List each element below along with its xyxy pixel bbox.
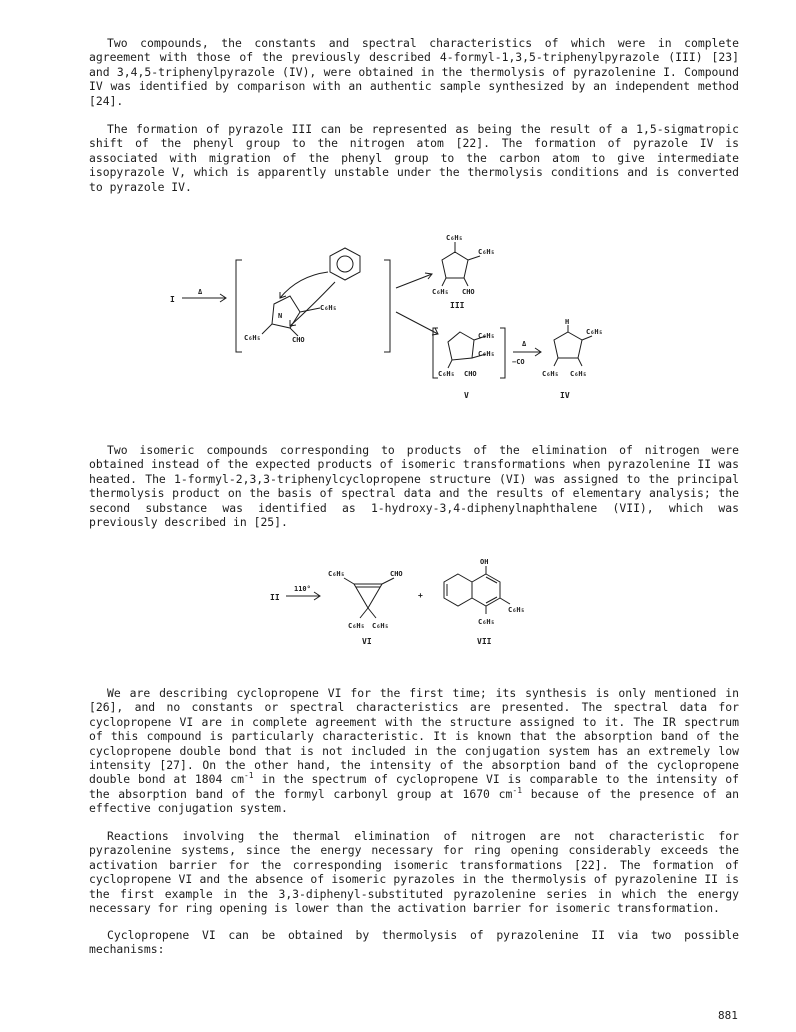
hydroxy-label: OH [480, 558, 489, 566]
scheme-pyrazolenine-I [170, 228, 603, 410]
phenyl-label: C₆H₅ [432, 288, 449, 296]
temperature-label: 110° [294, 585, 311, 593]
phenyl-label: C₆H₅ [372, 622, 389, 630]
formyl-label: CHO [390, 570, 403, 578]
phenyl-label: C₆H₅ [348, 622, 365, 630]
compound-label-III: III [450, 301, 465, 310]
phenyl-label: C₆H₅ [438, 370, 455, 378]
phenyl-label: C₆H₅ [478, 350, 495, 358]
compound-label-VII: VII [477, 637, 492, 646]
formyl-label: CHO [464, 370, 477, 378]
migration-arrow-1 [280, 272, 328, 298]
decarbonylation-label: −CO [512, 358, 525, 366]
paragraph-4-part-2: in the spectrum of cyclopropene VI is comparable to the intensity of the absorption band of the formyl carbonyl group at 1670 cm [89, 772, 740, 801]
heat-symbol: Δ [198, 288, 203, 296]
phenyl-label: C₆H₅ [478, 332, 495, 340]
compound-label-I: I [170, 295, 175, 304]
paragraph-6: Cyclopropene VI can be obtained by thermolysis of pyrazolenine II via two possible mechanisms: [89, 928, 739, 957]
compound-label-II: II [270, 593, 280, 602]
isopyrazole-V-ring [448, 332, 474, 360]
pyrazole-IV-ring [554, 332, 582, 358]
cyclopropene-ring [354, 584, 382, 608]
phenyl-ring [330, 248, 360, 280]
arrow-to-III [396, 274, 432, 288]
plus-sign: + [418, 591, 423, 600]
phenyl-label: C₆H₅ [542, 370, 559, 378]
paragraph-4 [89, 686, 739, 816]
phenyl-label: C₆H₅ [478, 618, 495, 626]
phenyl-label: C₆H₅ [328, 570, 345, 578]
nitrogen-label: N [278, 312, 283, 320]
compound-label-IV: IV [560, 391, 570, 400]
phenyl-label: C₆H₅ [446, 234, 463, 242]
paragraph-1: Two compounds, the constants and spectral characteristics of which were in complete agreement with those of the previously described 4-formyl-1,3,5-triphenylpyrazole (III) [23] and 3,4,5-triphenylpyrazole (IV), were obtained in the thermolysis of pyrazolenine I. Compound IV was identified by comparison with an authentic sample synthesized by an independent method [24]. [89, 36, 739, 108]
phenyl-label: C₆H₅ [586, 328, 603, 336]
paragraph-4-part-1: We are describing cyclopropene VI for the first time; its synthesis is only mentioned in [26], and no constants or spectral characteristics are presented. The spectral data for cyclopropene VI are in complete agreement with the structure assigned to it. The IR spectrum of this compound is particularly characteristic. It is known that the absorption band of the cyclopropene double bond that is not included in the conjugation system has an extremely low intensity [27]. On the other hand, the intensity of the absorption band of the cyclopropene double bond at 1804 cm [89, 686, 739, 787]
paragraph-4-part-3: because of the presence of an effective conjugation system. [89, 786, 740, 816]
phenyl-label: C₆H₅ [508, 606, 525, 614]
phenyl-label: C₆H₅ [570, 370, 587, 378]
phenyl-label: C₆H₅ [244, 334, 261, 342]
compound-label-V: V [464, 391, 469, 400]
naphthalene-ring-left [444, 574, 472, 606]
heat-symbol: Δ [522, 340, 527, 348]
phenyl-label: C₆H₅ [478, 248, 495, 256]
pyrazole-III-ring [442, 252, 468, 278]
naphthalene-ring-right [472, 574, 500, 606]
page-number: 881 [718, 1009, 738, 1022]
superscript-inverse-cm: -1 [512, 786, 523, 796]
hydrogen-label: H [565, 318, 570, 326]
arrow-to-V [396, 312, 438, 334]
formyl-label: CHO [292, 336, 305, 344]
superscript-inverse-cm: -1 [243, 771, 254, 781]
formyl-label: CHO [462, 288, 475, 296]
paragraph-3: Two isomeric compounds corresponding to products of the elimination of nitrogen were obtained instead of the expected products of isomeric transformations when pyrazolenine II was heated. The 1-formyl-2,3,3-triphenylcyclopropene structure (VI) was assigned to the principal thermolysis product on the basis of spectral data and the results of elementary analysis; the second substance was identified as 1-hydroxy-3,4-diphenylnaphthalene (VII), which was previously described in [25]. [89, 443, 739, 530]
scheme-1-drawing [170, 228, 603, 410]
compound-label-VI: VI [362, 637, 372, 646]
phenyl-label: C₆H₅ [320, 304, 337, 312]
pyrazolenine-ring [272, 296, 300, 328]
scheme-2-drawing [270, 558, 570, 670]
paragraph-5: Reactions involving the thermal elimination of nitrogen are not characteristic for pyrazolenine systems, since the energy necessary for ring opening considerably exceeds the activation barrier for the corresponding isomeric transformations [22]. The formation of cyclopropene VI and the absence of isomeric pyrazoles in the thermolysis of pyrazolenine II is the first example in the 3,3-diphenyl-substituted pyrazolenine series in which the energy necessary for ring opening is lower than the activation barrier for isomeric transformation. [89, 829, 739, 916]
scheme-pyrazolenine-II [270, 558, 570, 670]
paragraph-2: The formation of pyrazole III can be represented as being the result of a 1,5-sigmatropic shift of the phenyl group to the nitrogen atom [22]. The formation of pyrazole IV is associated with migration of the phenyl group to the carbon atom to give intermediate isopyrazole V, which is apparently unstable under the thermolysis conditions and is converted to pyrazole IV. [89, 122, 739, 194]
